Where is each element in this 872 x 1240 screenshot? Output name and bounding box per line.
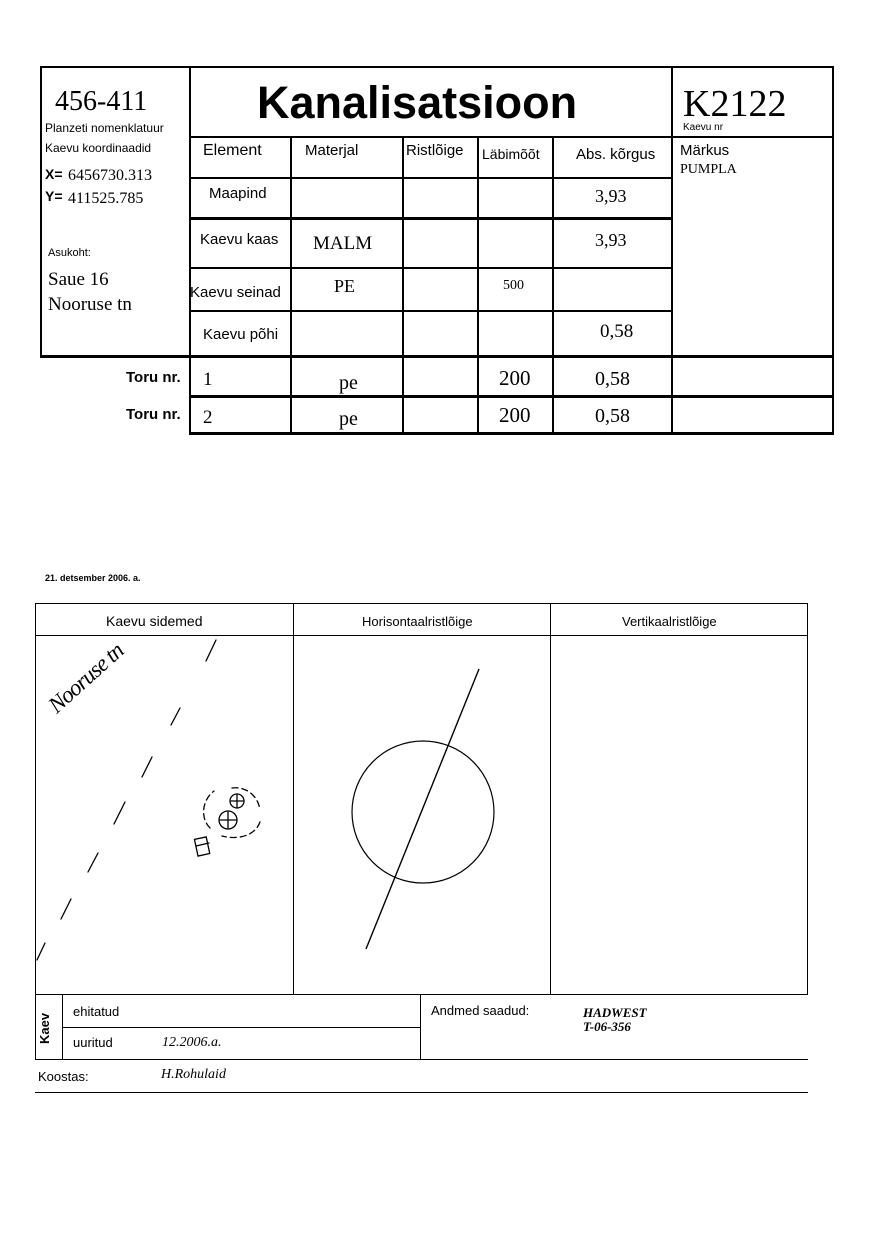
place-line-1: Saue 16 — [48, 269, 109, 290]
well-number: K2122 — [683, 83, 787, 125]
row-element: Kaevu põhi — [203, 326, 279, 343]
built-label: ehitatud — [73, 1004, 120, 1019]
document-title: Kanalisatsioon — [257, 77, 578, 128]
header-element: Element — [203, 142, 262, 159]
pipe-label: Toru nr. — [126, 406, 181, 423]
footer-author-line — [35, 1092, 808, 1093]
footer-mid-divider — [420, 995, 421, 1060]
header-cross-section: Ristlõige — [406, 142, 464, 159]
header-remark: Märkus — [680, 142, 730, 159]
pipe-number: 2 — [203, 407, 213, 428]
remark-value: PUMPLA — [680, 162, 737, 177]
map-sheet-label: Planzeti nomenklatuur — [45, 121, 164, 135]
row-diameter: 500 — [503, 278, 524, 293]
row-abs-height: 0,58 — [600, 321, 634, 342]
data-source-label: Andmed saadud: — [431, 1003, 530, 1018]
pipe-material: pe — [339, 408, 358, 430]
pipe-diameter: 200 — [499, 366, 531, 390]
pipe-material: pe — [339, 372, 358, 394]
data-source-line-2: T-06-356 — [583, 1019, 631, 1034]
row-element: Kaevu seinad — [190, 284, 281, 301]
pipe-label: Toru nr. — [126, 369, 181, 386]
pipe-number: 1 — [203, 369, 213, 390]
row-abs-height: 3,93 — [595, 230, 627, 250]
coordinates-label: Kaevu koordinaadid — [45, 141, 152, 155]
row-material: MALM — [313, 233, 373, 254]
pipe-abs-height: 0,58 — [595, 405, 630, 427]
header-abs-height: Abs. kõrgus — [576, 146, 656, 163]
x-value: 6456730.313 — [68, 167, 152, 184]
header-diameter: Läbimõõt — [482, 146, 540, 162]
place-line-2: Nooruse tn — [48, 294, 132, 315]
surveyed-value: 12.2006.a. — [162, 1035, 222, 1050]
surveyed-label: uuritud — [73, 1035, 113, 1050]
author-value: H.Rohulaid — [161, 1067, 226, 1082]
header-material: Materjal — [305, 142, 359, 159]
sketch-header-horizontal: Horisontaalristlõige — [362, 614, 473, 629]
y-value: 411525.785 — [68, 190, 144, 207]
row-element: Maapind — [209, 185, 267, 202]
well-number-label: Kaevu nr — [683, 122, 724, 133]
row-material: PE — [334, 276, 356, 296]
pipe-abs-height: 0,58 — [595, 368, 630, 390]
place-label: Asukoht: — [48, 247, 91, 259]
pipe-diameter: 200 — [499, 403, 531, 427]
row-abs-height: 3,93 — [595, 186, 627, 206]
author-label: Koostas: — [38, 1069, 89, 1084]
row-element: Kaevu kaas — [200, 231, 279, 248]
sketch-header-vertical: Vertikaalristlõige — [622, 614, 717, 629]
footer-bottom-line — [35, 1059, 808, 1060]
y-label: Y= — [45, 188, 63, 204]
sketch-header-connections: Kaevu sidemed — [106, 613, 203, 629]
street-handwritten-note: Nooruse tn — [43, 637, 129, 718]
footer-built-line — [62, 1027, 420, 1028]
kaev-label: Kaev — [37, 1012, 52, 1044]
map-sheet-number: 456-411 — [55, 86, 148, 117]
document-date: 21. detsember 2006. a. — [45, 573, 141, 583]
data-source-line-1: HADWEST — [583, 1005, 647, 1020]
x-label: X= — [45, 166, 63, 182]
